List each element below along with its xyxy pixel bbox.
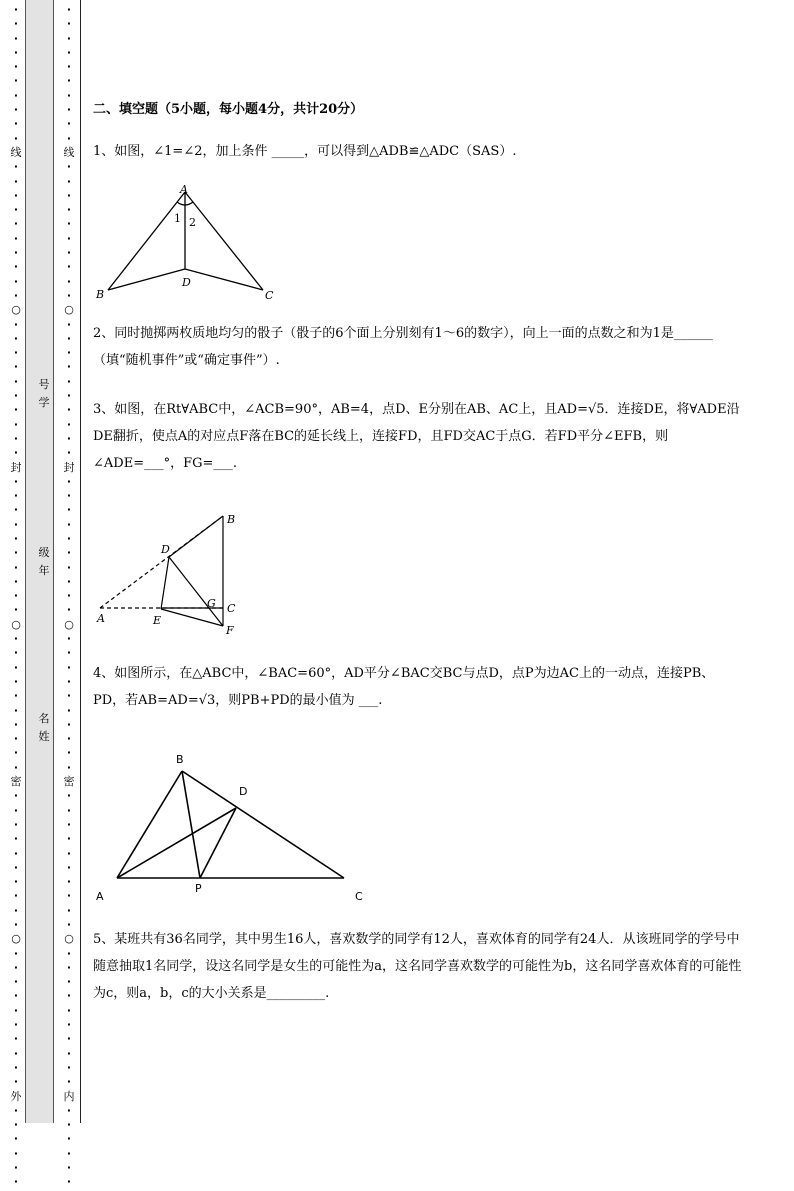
fig1-label-c: C <box>265 289 274 302</box>
fig3-label-b: B <box>227 513 236 526</box>
fig1-line-bd <box>108 269 185 290</box>
question-1: 1、如图，∠1=∠2，加上条件 _____，可以得到△ADB≌△ADC（SAS）. <box>93 144 517 159</box>
fig1-line-ab <box>108 192 185 290</box>
figure-3 <box>93 505 253 640</box>
fig4-line-ab <box>117 771 182 878</box>
fig1-label-d: D <box>182 276 191 289</box>
question-5: 5、某班共有36名同学，其中男生16人，喜欢数学的同学有12人，喜欢体育的同学有24人．从该班同学的学号中随意抽取1名同学，设这名同学是女生的可能性为a，这名同学喜欢数学的可能性为b，这名同学喜欢体育的可能性为c，则a，b，c的大小关系是_________. <box>93 932 742 1001</box>
fig3-label-e: E <box>153 614 162 627</box>
fig4-label-b: B <box>176 753 184 766</box>
fig1-label-angle2: 2 <box>189 216 196 229</box>
question-2: 2、同时抛掷两枚质地均匀的骰子（骰子的6个面上分别刻有1～6的数字），向上一面的点数之和为1是______（填“随机事件”或“确定事件”）. <box>93 326 713 368</box>
section-title: 二、填空题（5小题，每小题4分，共计20分） <box>93 102 364 117</box>
fig3-line-de <box>161 557 169 609</box>
fig1-line-ac <box>185 192 263 290</box>
fig3-label-c: C <box>227 602 236 615</box>
fig3-label-a: A <box>97 612 105 625</box>
fig3-line-ef <box>161 609 223 626</box>
margin-border-line <box>80 0 81 1123</box>
fig1-label-angle1: 1 <box>174 212 181 225</box>
question-4: 4、如图所示，在△ABC中，∠BAC=60°，AD平分∠BAC交BC与点D，点P为边AC上的一动点，连接PB、PD，若AB=AD=√3，则PB+PD的最小值为 ___. <box>93 666 715 708</box>
figure-4 <box>93 745 383 905</box>
fig4-label-c: C <box>355 890 363 903</box>
fig3-line-db <box>169 516 223 557</box>
outer-dotted-column: · · · · · · · · · · 线 · · · · · · · · · · ○ · · · · · · · · · · 封 · · · · · · · · · · ○ · · · · · · · · · · 密 · · · · · · · · · · ○ · · · · · · · · · · 外 · · · · · · <box>10 3 22 1189</box>
fig3-line-df <box>169 557 223 626</box>
fig4-label-p: P <box>195 882 202 895</box>
fig3-label-f: F <box>226 624 234 637</box>
grade-label: 级年 <box>38 546 50 577</box>
fig1-label-a: A <box>180 183 188 196</box>
fig3-label-g: G <box>207 597 216 610</box>
fig4-label-a: A <box>96 890 104 903</box>
question-3: 3、如图，在Rt∀ABC中，∠ACB=90°，AB=4，点D、E分别在AB、AC上，且AD=√5．连接DE，将∀ADE沿DE翻折，使点A的对应点F落在BC的延长线上，连接FD，且FD交AC于点G．若FD平分∠EFB，则∠ADE=___°，FG=___. <box>93 402 740 471</box>
fig4-line-bc <box>182 771 344 878</box>
figure-1 <box>93 180 293 305</box>
fig4-line-bp <box>182 771 200 878</box>
fig1-line-dc <box>185 269 263 290</box>
fig4-label-d: D <box>239 785 248 798</box>
name-label: 名姓 <box>38 712 50 743</box>
binding-margin <box>0 0 84 1189</box>
student-number-label: 号学 <box>38 378 50 409</box>
fig1-label-b: B <box>96 288 105 301</box>
fig3-label-d: D <box>161 543 170 556</box>
inner-dotted-column: · · · · · · · · · · 线 · · · · · · · · · · ○ · · · · · · · · · · 封 · · · · · · · · · · ○ · · · · · · · · · · 密 · · · · · · · · · · ○ · · · · · · · · · · 内 · · · · · · <box>63 3 75 1189</box>
